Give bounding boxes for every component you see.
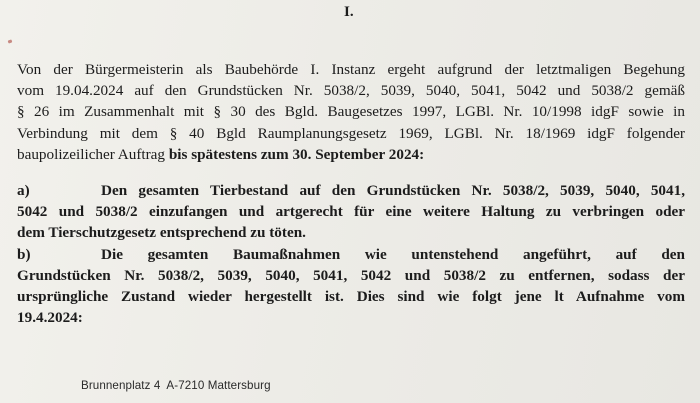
item-b-line: 19.4.2024: (17, 309, 83, 327)
item-b-label: b) (17, 245, 31, 263)
ink-mark (8, 39, 13, 43)
intro-line-deadline (17, 144, 685, 165)
item-b-line: Grundstücken Nr. 5038/2, 5039, 5040, 5041, 5042 und 5038/2 zu entfernen, sodass der (17, 266, 685, 284)
item-a-first-line (17, 180, 685, 201)
item-a-label: a) (17, 182, 30, 199)
item-a (17, 180, 685, 244)
item-a-text: Den gesamten Tierbestand auf den Grundstücken Nr. 5038/2, 5039, 5040, 5041, (101, 182, 685, 199)
item-b-text: Die gesamten Baumaßnahmen wie untenstehend angeführt, auf den (101, 245, 685, 263)
section-heading: I. (344, 4, 354, 20)
intro-line: Verbindung mit dem § 40 Bgld Raumplanungsgesetz 1969, LGBl. Nr. 18/1969 idgF folgender (17, 124, 685, 142)
intro-line: vom 19.04.2024 auf den Grundstücken Nr. 5038/2, 5039, 5040, 5041, 5042 und 5038/2 gemäß (17, 82, 685, 100)
order-items (17, 180, 685, 328)
footer-address: Brunnenplatz 4 A-7210 Mattersburg (81, 379, 271, 392)
intro-text: baupolizeilicher Auftrag (17, 145, 169, 163)
item-b (17, 244, 685, 329)
item-a-line: 5042 und 5038/2 einzufangen und artgerecht für eine weitere Haltung zu verbringen oder (17, 203, 685, 221)
item-b-first-line (17, 244, 685, 265)
intro-line: § 26 im Zusammenhalt mit § 30 des Bgld. Baugesetzes 1997, LGBl. Nr. 10/1998 idgF sowie in (17, 103, 685, 121)
item-b-line: ursprüngliche Zustand wieder hergestellt ist. Dies sind wie folgt jene lt Aufnahme vom (17, 288, 685, 306)
deadline-text: bis spätestens zum 30. September 2024: (168, 145, 425, 163)
intro-line: Von der Bürgermeisterin als Baubehörde I. Instanz ergeht aufgrund der letztmaligen Begehung (17, 61, 685, 78)
intro-paragraph (17, 59, 685, 165)
item-a-line: dem Tierschutzgesetz entsprechend zu töten. (17, 224, 306, 242)
